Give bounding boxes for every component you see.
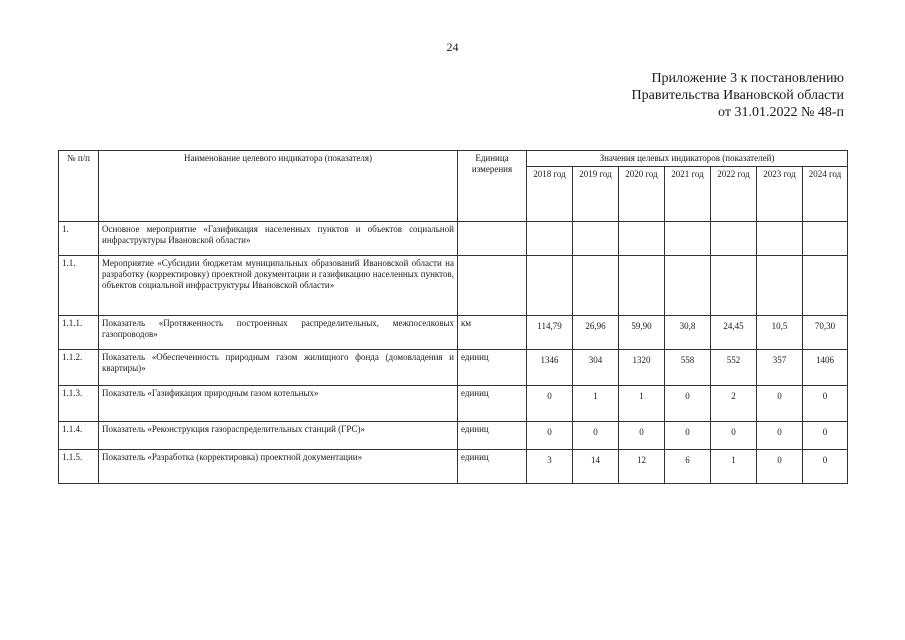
value-cell: 114,79 [527, 316, 573, 350]
value-cell: 59,90 [619, 316, 665, 350]
value-cell: 0 [803, 422, 848, 450]
row-number: 1.1.4. [59, 422, 99, 450]
header-num: № п/п [59, 151, 99, 222]
table-row [59, 422, 848, 450]
value-cell [757, 222, 803, 256]
value-cell: 0 [619, 422, 665, 450]
indicator-name: Показатель «Реконструкция газораспределительных станций (ГРС)» [99, 422, 458, 450]
indicator-name: Показатель «Разработка (корректировка) проектной документации» [99, 450, 458, 484]
value-cell: 70,30 [803, 316, 848, 350]
value-cell: 12 [619, 450, 665, 484]
unit-cell: км [458, 316, 527, 350]
value-cell [757, 256, 803, 316]
value-cell: 1406 [803, 350, 848, 386]
value-cell [803, 256, 848, 316]
indicator-name: Показатель «Обеспеченность природным газом жилищного фонда (домовладения и квартиры)» [99, 350, 458, 386]
value-cell: 304 [573, 350, 619, 386]
value-cell: 558 [665, 350, 711, 386]
value-cell: 2 [711, 386, 757, 422]
appendix-line: от 31.01.2022 № 48-п [718, 105, 844, 120]
header-name: Наименование целевого индикатора (показателя) [99, 151, 458, 222]
table-row [59, 222, 848, 256]
value-cell [711, 256, 757, 316]
value-cell: 0 [573, 422, 619, 450]
indicator-name: Показатель «Газификация природным газом котельных» [99, 386, 458, 422]
unit-cell [458, 222, 527, 256]
header-year: 2018 год [527, 167, 573, 222]
table-row [59, 256, 848, 316]
header-year: 2023 год [757, 167, 803, 222]
table-row [59, 450, 848, 484]
value-cell: 1320 [619, 350, 665, 386]
value-cell: 0 [757, 386, 803, 422]
header-year: 2024 год [803, 167, 848, 222]
value-cell: 10,5 [757, 316, 803, 350]
header-year: 2019 год [573, 167, 619, 222]
appendix-line: Правительства Ивановской области [631, 88, 844, 103]
value-cell: 1 [711, 450, 757, 484]
value-cell: 30,8 [665, 316, 711, 350]
value-cell: 0 [665, 386, 711, 422]
value-cell [573, 222, 619, 256]
row-number: 1.1.1. [59, 316, 99, 350]
value-cell [527, 222, 573, 256]
appendix-line: Приложение 3 к постановлению [651, 71, 844, 86]
unit-cell: единиц [458, 386, 527, 422]
indicator-name: Основное мероприятие «Газификация населенных пунктов и объектов социальной инфраструктуры Ивановской области» [99, 222, 458, 256]
value-cell [711, 222, 757, 256]
header-year: 2020 год [619, 167, 665, 222]
value-cell: 3 [527, 450, 573, 484]
value-cell: 24,45 [711, 316, 757, 350]
table-row [59, 386, 848, 422]
value-cell: 1346 [527, 350, 573, 386]
header-year: 2022 год [711, 167, 757, 222]
header-unit: Единица измерения [458, 151, 527, 222]
header-values: Значения целевых индикаторов (показателей) [527, 151, 848, 167]
value-cell: 1 [573, 386, 619, 422]
row-number: 1.1. [59, 256, 99, 316]
value-cell: 26,96 [573, 316, 619, 350]
indicator-name: Мероприятие «Субсидии бюджетам муниципальных образований Ивановской области на разработку (корректировку) проектной документации и газификацию населенных пунктов, объектов социальной инфраструктуры Ивановской области» [99, 256, 458, 316]
value-cell: 0 [803, 386, 848, 422]
page-number: 24 [446, 40, 459, 54]
value-cell: 357 [757, 350, 803, 386]
row-number: 1.1.3. [59, 386, 99, 422]
table-row [59, 316, 848, 350]
row-number: 1.1.5. [59, 450, 99, 484]
table-row [59, 350, 848, 386]
value-cell: 1 [619, 386, 665, 422]
unit-cell: единиц [458, 350, 527, 386]
value-cell: 0 [757, 450, 803, 484]
value-cell [573, 256, 619, 316]
value-cell: 0 [711, 422, 757, 450]
value-cell: 0 [803, 450, 848, 484]
value-cell: 0 [527, 386, 573, 422]
value-cell [619, 256, 665, 316]
indicator-name: Показатель «Протяженность построенных распределительных, межпоселковых газопроводов» [99, 316, 458, 350]
value-cell: 552 [711, 350, 757, 386]
indicators-table [58, 150, 848, 484]
appendix-header [632, 70, 844, 121]
value-cell [619, 222, 665, 256]
row-number: 1.1.2. [59, 350, 99, 386]
unit-cell: единиц [458, 422, 527, 450]
value-cell: 0 [527, 422, 573, 450]
value-cell [665, 256, 711, 316]
header-year: 2021 год [665, 167, 711, 222]
unit-cell [458, 256, 527, 316]
unit-cell: единиц [458, 450, 527, 484]
value-cell: 14 [573, 450, 619, 484]
row-number: 1. [59, 222, 99, 256]
value-cell [527, 256, 573, 316]
value-cell: 6 [665, 450, 711, 484]
value-cell: 0 [665, 422, 711, 450]
value-cell [665, 222, 711, 256]
value-cell [803, 222, 848, 256]
value-cell: 0 [757, 422, 803, 450]
